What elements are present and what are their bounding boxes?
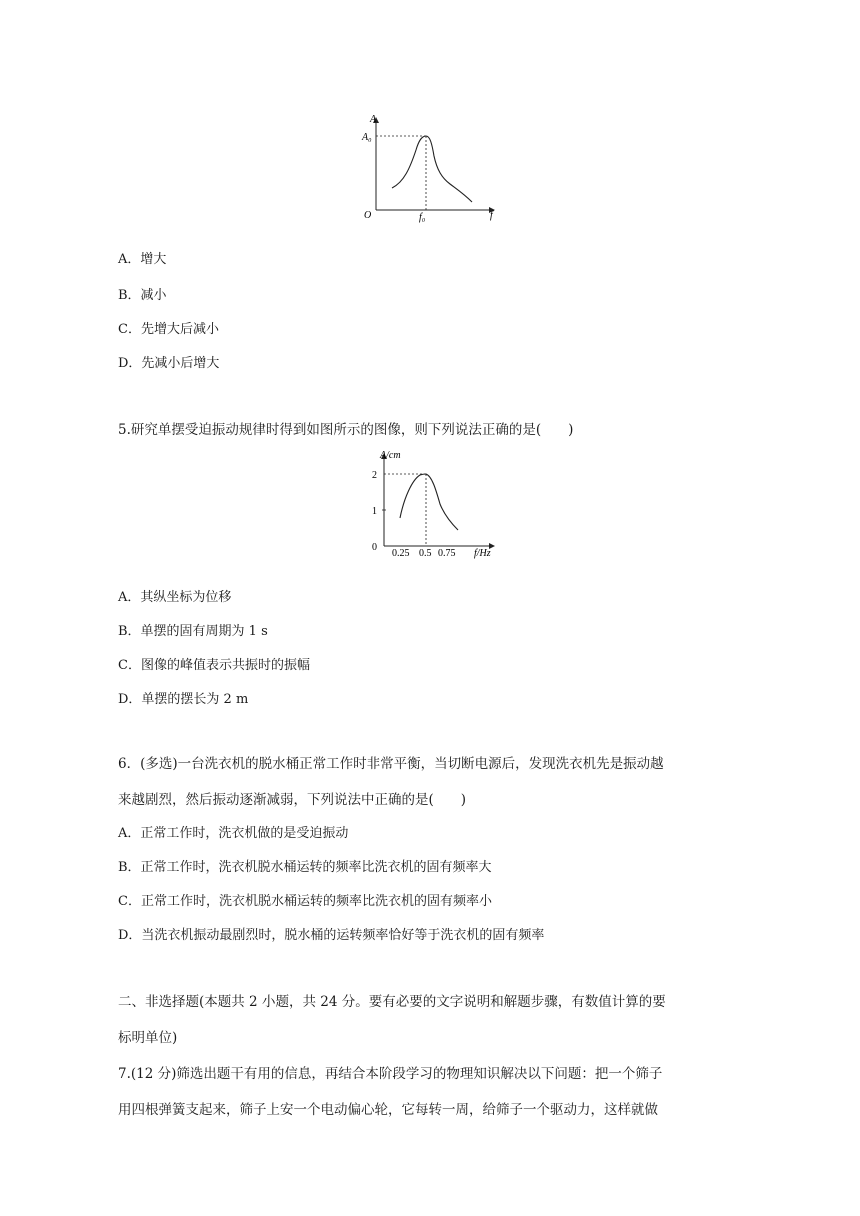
x-axis-label: f/Hz [474, 548, 491, 559]
y-tick-1: 1 [372, 506, 377, 517]
origin-label: O [364, 210, 372, 221]
q6-option-a: A．正常工作时，洗衣机做的是受迫振动 [118, 826, 349, 841]
y-axis-label: A [370, 114, 377, 125]
x-tick-075: 0.75 [438, 548, 456, 559]
q6-option-d: D．当洗衣机振动最剧烈时，脱水桶的运转频率恰好等于洗衣机的固有频率 [118, 928, 545, 943]
q7-line1: 7.(12 分)筛选出题干有用的信息，再结合本阶段学习的物理知识解决以下问题：把一个筛子 [118, 1066, 663, 1082]
pendulum-resonance-figure [362, 450, 512, 562]
pendulum-curve [400, 474, 458, 530]
q7-line2: 用四根弹簧支起来，筛子上安一个电动偏心轮，它每转一周，给筛子一个驱动力，这样就做 [118, 1102, 658, 1118]
y-tick-0: 0 [372, 542, 377, 553]
q4-option-b: B．减小 [118, 288, 167, 303]
q6-stem-line2: 来越剧烈，然后振动逐渐减弱，下列说法中正确的是( ) [118, 792, 467, 808]
q6-stem-line1: 6．(多选)一台洗衣机的脱水桶正常工作时非常平衡，当切断电源后，发现洗衣机先是振动越 [118, 756, 664, 772]
x-tick-025: 0.25 [392, 548, 410, 559]
x-axis-label: f [490, 210, 493, 221]
q4-option-d: D．先减小后增大 [118, 356, 220, 371]
q5-option-d: D．单摆的摆长为 2 m [118, 692, 249, 707]
x-tick-05: 0.5 [419, 548, 432, 559]
q5-option-b: B．单摆的固有周期为 1 s [118, 624, 268, 639]
y-axis-label: A/cm [380, 450, 401, 461]
x-tick-label: f₀ [419, 212, 426, 223]
section2-heading-line1: 二、非选择题(本题共 2 小题，共 24 分。要有必要的文字说明和解题步骤，有数值计算的要 [118, 994, 666, 1010]
q5-stem: 5.研究单摆受迫振动规律时得到如图所示的图像，则下列说法正确的是( ) [118, 422, 574, 438]
section2-heading-line2: 标明单位) [118, 1030, 178, 1046]
q4-option-c: C．先增大后减小 [118, 322, 219, 337]
q6-option-c: C．正常工作时，洗衣机脱水桶运转的频率比洗衣机的固有频率小 [118, 894, 492, 909]
q5-option-c: C．图像的峰值表示共振时的振幅 [118, 658, 310, 673]
q5-option-a: A．其纵坐标为位移 [118, 590, 232, 605]
q4-option-a: A．增大 [118, 252, 167, 267]
resonance-curve-figure [360, 112, 510, 224]
y-tick-label: A₀ [362, 132, 372, 143]
resonance-curve [392, 136, 472, 202]
q6-option-b: B．正常工作时，洗衣机脱水桶运转的频率比洗衣机的固有频率大 [118, 860, 492, 875]
y-tick-2: 2 [372, 470, 377, 481]
